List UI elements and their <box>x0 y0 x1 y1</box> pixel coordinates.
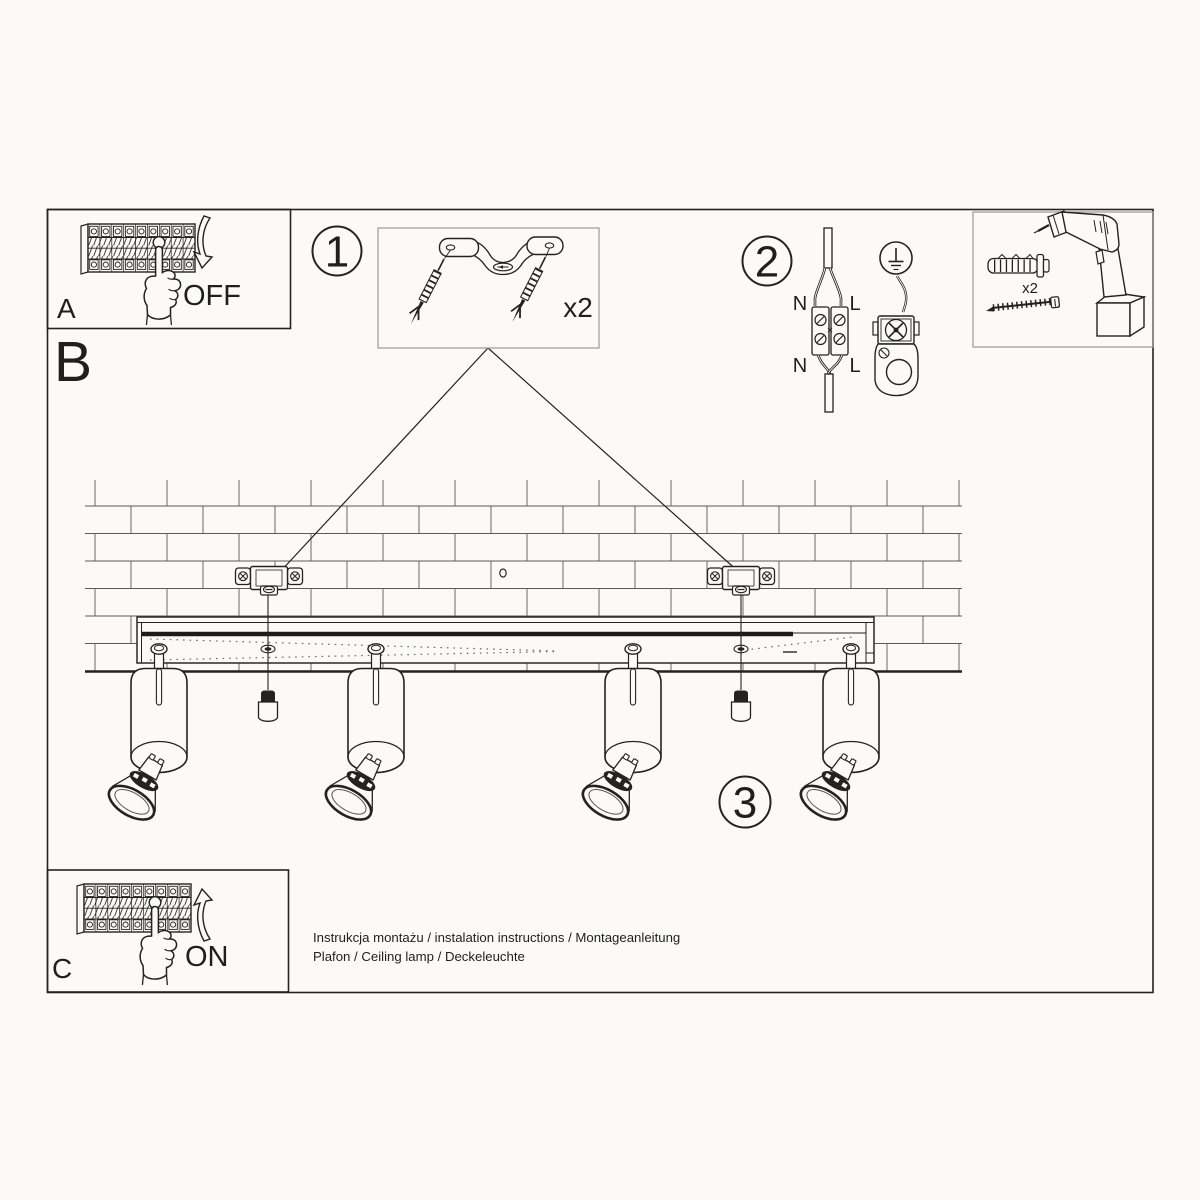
wall-center-hole <box>500 569 506 577</box>
section-label-b: B <box>54 330 93 394</box>
anchors-quantity: x2 <box>1022 280 1038 297</box>
step3-number: 3 <box>732 778 758 828</box>
step2-number: 2 <box>754 237 780 287</box>
fixing-screw-icon <box>259 691 278 722</box>
footer-line1: Instrukcja montażu / instalation instructions / Montageanleitung <box>313 930 681 945</box>
wire-neutral-top: N <box>792 293 808 315</box>
off-label: OFF <box>183 280 241 312</box>
circuit-breaker-panel-icon <box>81 224 195 274</box>
fixing-screw-icon <box>732 691 751 722</box>
footer-line2: Plafon / Ceiling lamp / Deckeleuchte <box>313 949 525 964</box>
ceiling-mount-rail <box>137 617 874 663</box>
wire-live-top: L <box>849 293 861 315</box>
step1-number: 1 <box>324 227 350 277</box>
bracket-quantity: x2 <box>563 292 593 323</box>
wire-neutral-bottom: N <box>792 355 808 377</box>
section-label-c: C <box>52 953 73 984</box>
on-label: ON <box>185 941 229 973</box>
wall-plug-anchor-icon <box>988 255 1049 278</box>
circuit-breaker-panel-icon <box>77 884 191 934</box>
section-label-a: A <box>57 293 76 324</box>
wire-live-bottom: L <box>849 355 861 377</box>
